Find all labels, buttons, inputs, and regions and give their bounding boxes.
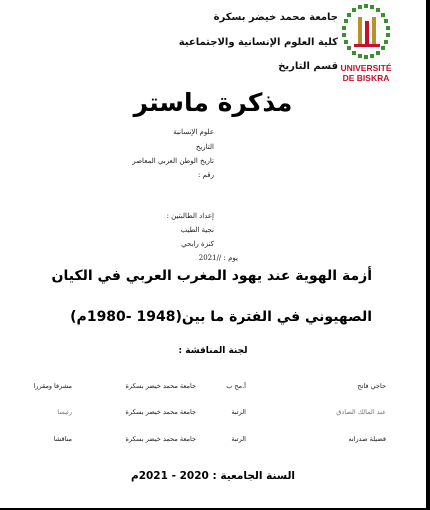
jury-member-2-rank: الرتبة — [231, 408, 246, 416]
field-number: رقم : — [198, 171, 214, 179]
student-1-name: نجية الطيب — [180, 226, 214, 234]
jury-member-1-rank: أ.مح ب — [226, 382, 246, 390]
jury-member-3-name: فضيلة صدرانه — [348, 435, 386, 443]
student-2-name: كنزة رابحي — [181, 240, 214, 248]
field-branch: التاريخ — [195, 143, 214, 151]
jury-member-2-name: عبد المالك الصادق — [336, 408, 386, 416]
jury-member-1-name: حاجي فاتح — [357, 382, 386, 390]
logo-text-line2: DE BISKRA — [342, 73, 390, 83]
jury-title: لجنة المناقشة : — [178, 346, 248, 356]
jury-member-1-institution: جامعة محمد خيضر بسكرة — [125, 382, 196, 390]
document-type-title: مذكرة ماستر — [133, 88, 293, 117]
department-name: قسم التاريخ — [278, 61, 338, 72]
jury-member-3-institution: جامعة محمد خيضر بسكرة — [125, 435, 196, 443]
university-logo — [336, 4, 396, 90]
jury-member-2-institution: جامعة محمد خيضر بسكرة — [125, 408, 196, 416]
field-domain: علوم الإنسانية — [173, 128, 214, 136]
academic-year: السنة الجامعية : 2020 - 2021م — [130, 470, 296, 482]
jury-member-2-role: رئيسا — [57, 408, 72, 416]
thesis-title-line1: أزمة الهوية عند يهود المغرب العربي في الكيان — [51, 268, 372, 284]
university-name: جامعة محمد خيضر بسكرة — [213, 12, 338, 23]
jury-member-3-rank: الرتبة — [231, 435, 246, 443]
defense-date: يوم : //2021 — [198, 254, 238, 262]
faculty-name: كلية العلوم الإنسانية والاجتماعية — [178, 37, 338, 48]
jury-member-1-role: مشرفا ومقررا — [33, 382, 72, 390]
jury-member-3-role: مناقشا — [53, 435, 72, 443]
students-label: إعداد الطالبتين : — [166, 212, 214, 220]
field-specialty: تاريخ الوطن العربي المعاصر — [132, 157, 214, 165]
logo-text-line1: UNIVERSITÉ — [340, 63, 392, 73]
biskra-emblem-icon — [336, 4, 396, 90]
thesis-title-line2: الصهيوني في الفترة ما بين(1948 -1980م) — [70, 309, 372, 325]
